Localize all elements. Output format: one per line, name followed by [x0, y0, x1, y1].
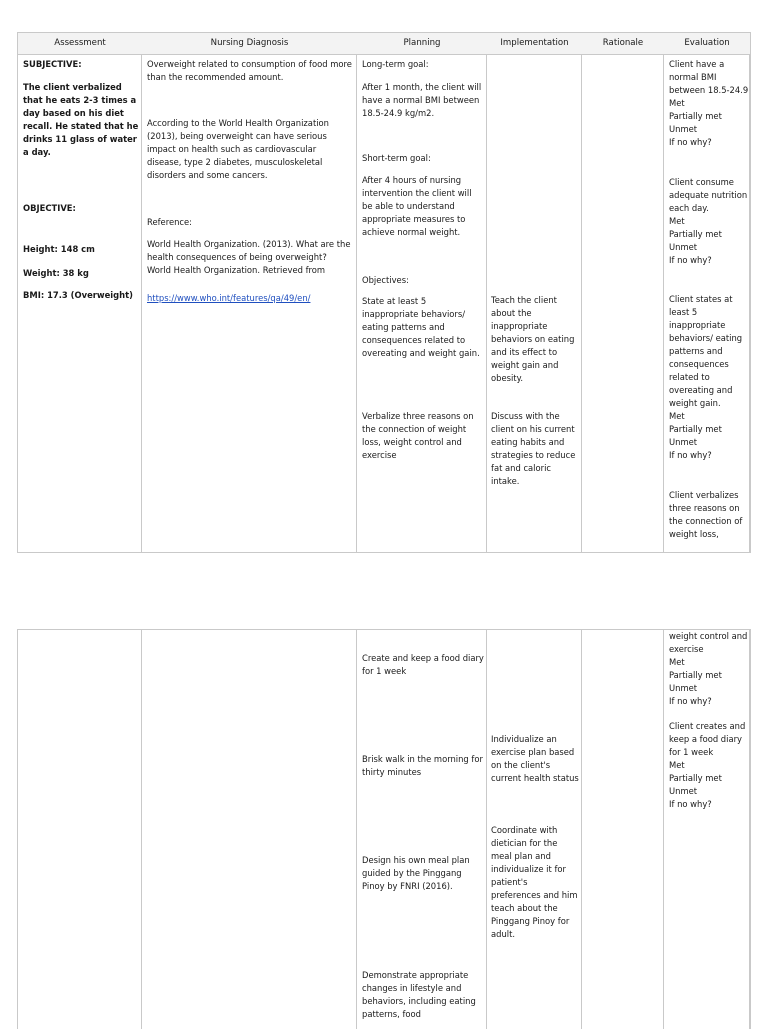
planning-item-3: Design his own meal plan guided by the Pinggang Pinoy by FNRI (2016). — [362, 855, 470, 891]
implementation-item-2: Coordinate with dietician for the meal plan and individualize it for patient's preferences and him teach about the Pinggang Pinoy for adult. — [491, 825, 578, 939]
objective-2: Verbalize three reasons on the connection of weight loss, weight control and exercise — [362, 411, 474, 460]
subjective-text: The client verbalized that he eats 2-3 times a day based on his diet recall. He stated that he drinks 11 glass of water a day. — [23, 82, 139, 157]
reference-url-wrap — [147, 279, 352, 305]
planning-item-2: Brisk walk in the morning for thirty minutes — [362, 754, 483, 777]
header-implementation: Implementation — [500, 38, 569, 48]
header-planning: Planning — [403, 38, 441, 48]
evaluation-4: Client verbalizes three reasons on the connection of weight loss, — [669, 490, 743, 539]
subjective-label: SUBJECTIVE: — [23, 59, 82, 69]
height-value: Height: 148 cm — [23, 244, 95, 254]
header-row — [18, 33, 750, 55]
assessment-column — [18, 630, 142, 1029]
evaluation-2: Client consume adequate nutrition each day. Met Partially met Unmet If no why? — [669, 177, 748, 265]
objective-label: OBJECTIVE: — [23, 203, 76, 213]
reference-link[interactable]: https://www.who.int/features/qa/49/en/ — [147, 293, 311, 303]
diagnosis-statement: Overweight related to consumption of food more than the recommended amount. — [147, 59, 352, 82]
implementation-item-1: Individualize an exercise plan based on the client's current health status — [491, 734, 579, 783]
header-assessment: Assessment — [54, 38, 106, 48]
planning-item-4: Demonstrate appropriate changes in lifestyle and behaviors, including eating patterns, food — [362, 970, 476, 1019]
objective-1: State at least 5 inappropriate behaviors/ eating patterns and consequences related to overeating and weight gain. — [362, 296, 480, 358]
reference-text: World Health Organization. (2013). What are the health consequences of being overweight? World Health Organization. Retrieved from — [147, 239, 351, 275]
evaluation-item-1: weight control and exercise Met Partially met Unmet If no why? — [669, 631, 748, 706]
reference-label: Reference: — [147, 217, 192, 227]
bmi-value: BMI: 17.3 (Overweight) — [23, 290, 133, 300]
weight-value: Weight: 38 kg — [23, 268, 89, 278]
evaluation-1: Client have a normal BMI between 18.5-24.9 Met Partially met Unmet If no why? — [669, 59, 749, 147]
evaluation-item-2: Client creates and keep a food diary for 1 week Met Partially met Unmet If no why? — [669, 721, 746, 809]
header-evaluation: Evaluation — [684, 38, 730, 48]
long-term-goal-label: Long-term goal: — [362, 59, 429, 69]
planning-item-1: Create and keep a food diary for 1 week — [362, 653, 484, 676]
rationale-column — [582, 33, 664, 552]
nursing-diagnosis-column — [142, 630, 357, 1029]
long-term-goal-text: After 1 month, the client will have a normal BMI between 18.5-24.9 kg/m2. — [362, 82, 482, 118]
evaluation-3: Client states at least 5 inappropriate behaviors/ eating patterns and consequences related to overeating and weight gain. Met Partially met Unmet If no why? — [669, 294, 743, 460]
header-rationale: Rationale — [602, 38, 644, 48]
header-nursing-diagnosis: Nursing Diagnosis — [210, 38, 289, 48]
care-plan-table-1 — [17, 32, 751, 553]
objectives-label: Objectives: — [362, 275, 409, 285]
rationale-column — [582, 630, 664, 1029]
short-term-goal-label: Short-term goal: — [362, 153, 431, 163]
short-term-goal-text: After 4 hours of nursing intervention the client will be able to understand appropriate measures to achieve normal weight. — [362, 175, 472, 237]
implementation-1: Teach the client about the inappropriate behaviors on eating and its effect to weight gain and obesity. — [491, 295, 575, 383]
implementation-2: Discuss with the client on his current eating habits and strategies to reduce fat and caloric intake. — [491, 411, 576, 486]
diagnosis-impact: According to the World Health Organization (2013), being overweight can have serious impact on health such as cardiovascular disease, type 2 diabetes, musculoskeletal disorders and some cancers. — [147, 118, 329, 180]
care-plan-table-2 — [17, 629, 751, 1029]
